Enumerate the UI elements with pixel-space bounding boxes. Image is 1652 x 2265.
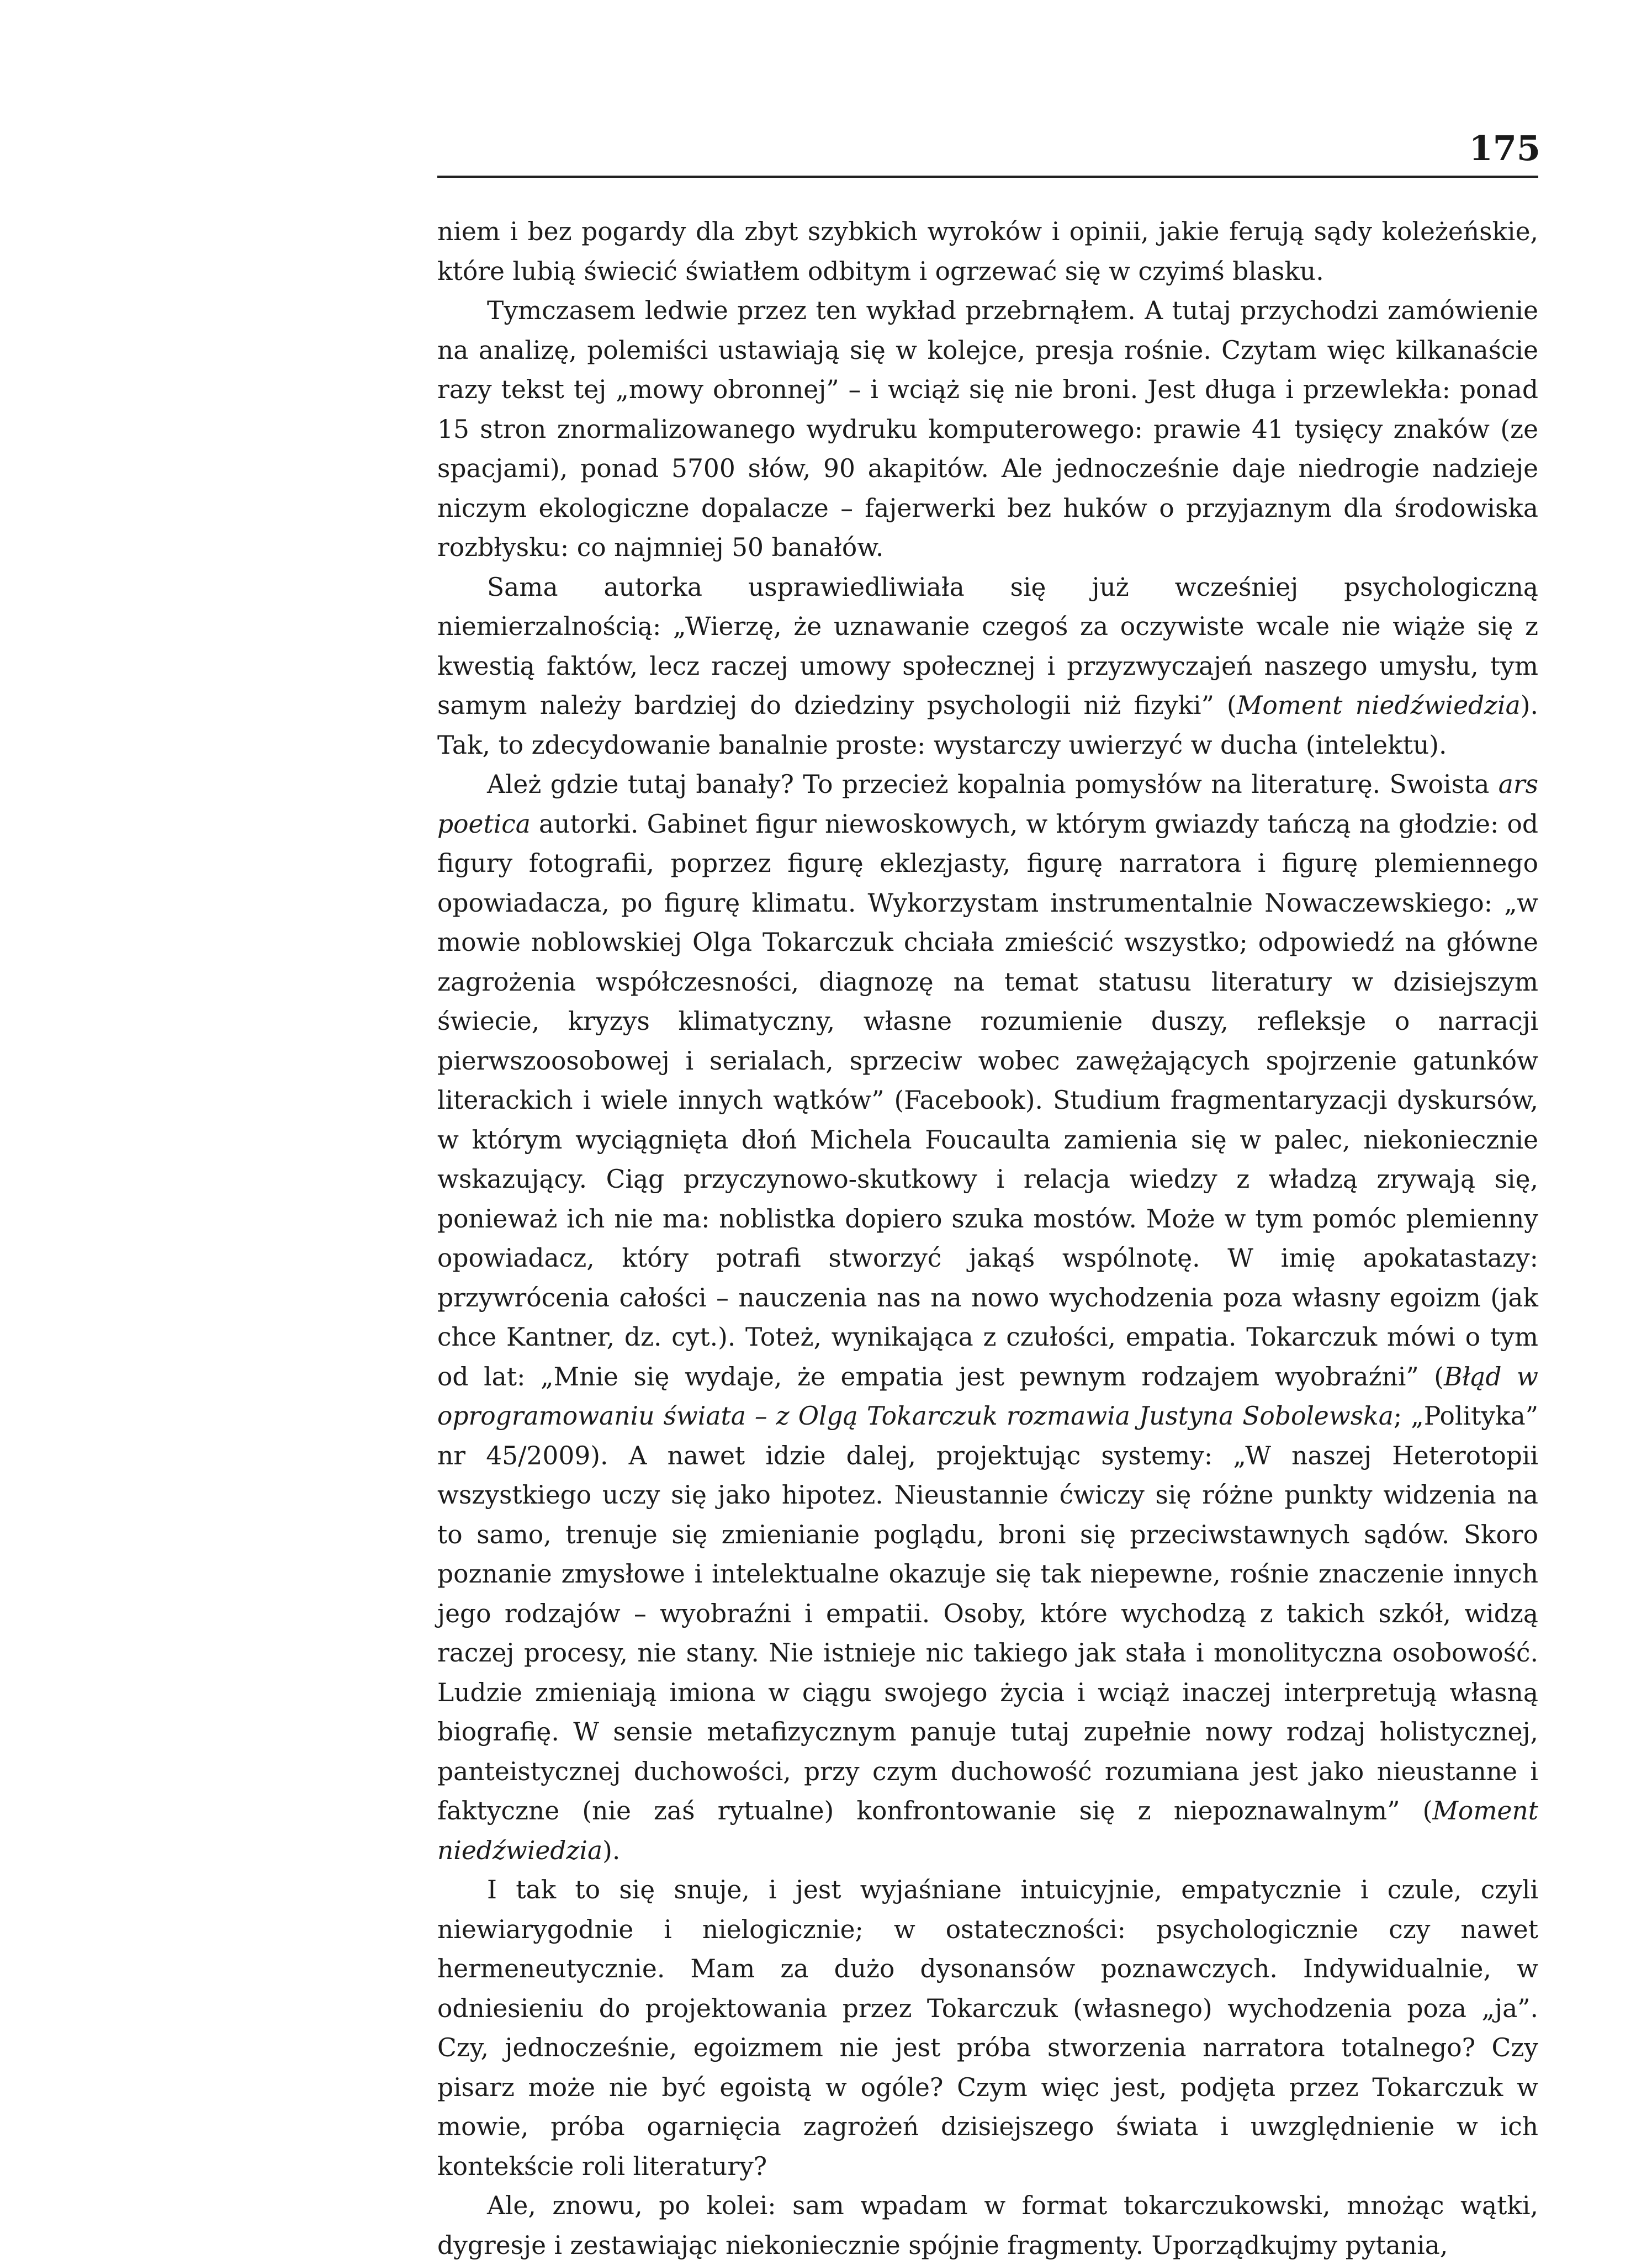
text-run: I tak to się snuje, i jest wyjaśniane intuicyjnie, empatycznie i czule, czyli niewiarygodnie i nielogicznie; w ostateczności: psychologicznie czy nawet hermeneutycznie. Mam za dużo dysonansów poznawczych. Indywidualnie, w odniesieniu do projektowania przez Tokarczuk (własnego) wychodzenia poza „ja”. Czy, jednocześnie, egoizmem nie jest próba stworzenia narratora totalnego? Czy pisarz może nie być egoistą w ogóle? Czym więc jest, podjęta przez Tokarczuk w mowie, próba ogarnięcia zagrożeń dzisiejszego świata i uwzględnienie w ich kontekście roli literatury? xyxy=(437,1875,1538,2181)
paragraph xyxy=(437,765,1538,1870)
italic-title: Błąd w oprogramowaniu świata – z Olgą Tokarczuk rozmawia Justyna Sobolewska xyxy=(437,1362,1538,1431)
text-run: autorki. Gabinet figur niewoskowych, w którym gwiazdy tańczą na głodzie: od figury fotografii, poprzez figurę eklezjasty, figurę narratora i figurę plemiennego opowiadacza, po figurę klimatu. Wykorzystam instrumentalnie Nowaczewskiego: „w mowie noblowskiej Olga Tokarczuk chciała zmieścić wszystko; odpowiedź na główne zagrożenia współczesności, diagnozę na temat statusu literatury w dzisiejszym świecie, kryzys klimatyczny, własne rozumienie duszy, refleksje o narracji pierwszoosobowej i serialach, sprzeciw wobec zawężających spojrzenie gatunków literackich i wiele innych wątków” (Facebook). Studium fragmentaryzacji dyskursów, w którym wyciągnięta dłoń Michela Foucaulta zamienia się w palec, niekoniecznie wskazujący. Ciąg przyczynowo-skutkowy i relacja wiedzy z władzą zrywają się, ponieważ ich nie ma: noblistka dopiero szuka mostów. Może w tym pomóc plemienny opowiadacz, który potrafi stworzyć jakąś wspólnotę. W imię apokatastazy: przywrócenia całości – nauczenia nas na nowo wychodzenia poza własny egoizm (jak chce Kantner, dz. cyt.). Toteż, wynikająca z czułości, empatia. Tokarczuk mówi o tym od lat: „Mnie się wydaje, że empatia jest pewnym rodzajem wyobraźni” ( xyxy=(437,809,1538,1391)
paragraph xyxy=(437,2186,1538,2265)
text-run: ; „Polityka” nr 45/2009). A nawet idzie dalej, projektując systemy: „W naszej Heterotopii wszystkiego uczy się jako hipotez. Nieustannie ćwiczy się różne punkty widzenia na to samo, trenuje się zmienianie poglądu, broni się przeciwstawnych sądów. Skoro poznanie zmysłowe i intelektualne okazuje się tak niepewne, rośnie znaczenie innych jego rodzajów – wyobraźni i empatii. Osoby, które wychodzą z takich szkół, widzą raczej procesy, nie stany. Nie istnieje nic takiego jak stała i monolityczna osobowość. Ludzie zmieniają imiona w ciągu swojego życia i wciąż inaczej interpretują własną biografię. W sensie metafizycznym panuje tutaj zupełnie nowy rodzaj holistycznej, panteistycznej duchowości, przy czym duchowość rozumiana jest jako nieustanne i faktyczne (nie zaś rytualne) konfrontowanie się z niepoznawalnym” ( xyxy=(437,1401,1538,1825)
text-run: Sama autorka usprawiedliwiała się już wcześniej psychologiczną niemierzalnością: „Wierzę, że uznawanie czegoś za oczywiste wcale nie wiąże się z kwestią faktów, lecz raczej umowy społecznej i przyzwyczajeń naszego umysłu, tym samym należy bardziej do dziedziny psychologii niż fizyki” ( xyxy=(437,572,1538,720)
text-run: Tymczasem ledwie przez ten wykład przebrnąłem. A tutaj przychodzi zamówienie na analizę, polemiści ustawiają się w kolejce, presja rośnie. Czytam więc kilkanaście razy tekst tej „mowy obronnej” – i wciąż się nie broni. Jest długa i przewlekła: ponad 15 stron znormalizowanego wydruku komputerowego: prawie 41 tysięcy znaków (ze spacjami), ponad 5700 słów, 90 akapitów. Ale jednocześnie daje niedrogie nadzieje niczym ekologiczne dopalacze – fajerwerki bez huków o przyjaznym dla środowiska rozbłysku: co najmniej 50 banałów. xyxy=(437,296,1538,562)
text-run: ). Tak, to zdecydowanie banalnie proste: wystarczy uwierzyć w ducha (intelektu). xyxy=(437,691,1538,760)
italic-title: Moment niedźwiedzia xyxy=(1236,691,1521,720)
text-run: niem i bez pogardy dla zbyt szybkich wyroków i opinii, jakie ferują sądy koleżeńskie, które lubią świecić światłem odbitym i ogrzewać się w czyimś blasku. xyxy=(437,217,1538,286)
paragraph xyxy=(437,212,1538,291)
text-run: Ależ gdzie tutaj banały? To przecież kopalnia pomysłów na literaturę. Swoista xyxy=(487,770,1499,799)
text-run: Ale, znowu, po kolei: sam wpadam w format tokarczukowski, mnożąc wątki, dygresje i zestawiając niekoniecznie spójnie fragmenty. Uporządkujmy pytania, xyxy=(437,2191,1538,2260)
body-text xyxy=(437,212,1538,2265)
header-rule xyxy=(437,176,1538,178)
italic-title: ars poetica xyxy=(437,770,1538,839)
paragraph xyxy=(437,1870,1538,2186)
page-number: 175 xyxy=(1469,128,1540,168)
paragraph xyxy=(437,291,1538,568)
italic-title: Moment niedźwiedzia xyxy=(437,1796,1538,1865)
text-run: ). xyxy=(602,1835,621,1865)
paragraph xyxy=(437,568,1538,765)
